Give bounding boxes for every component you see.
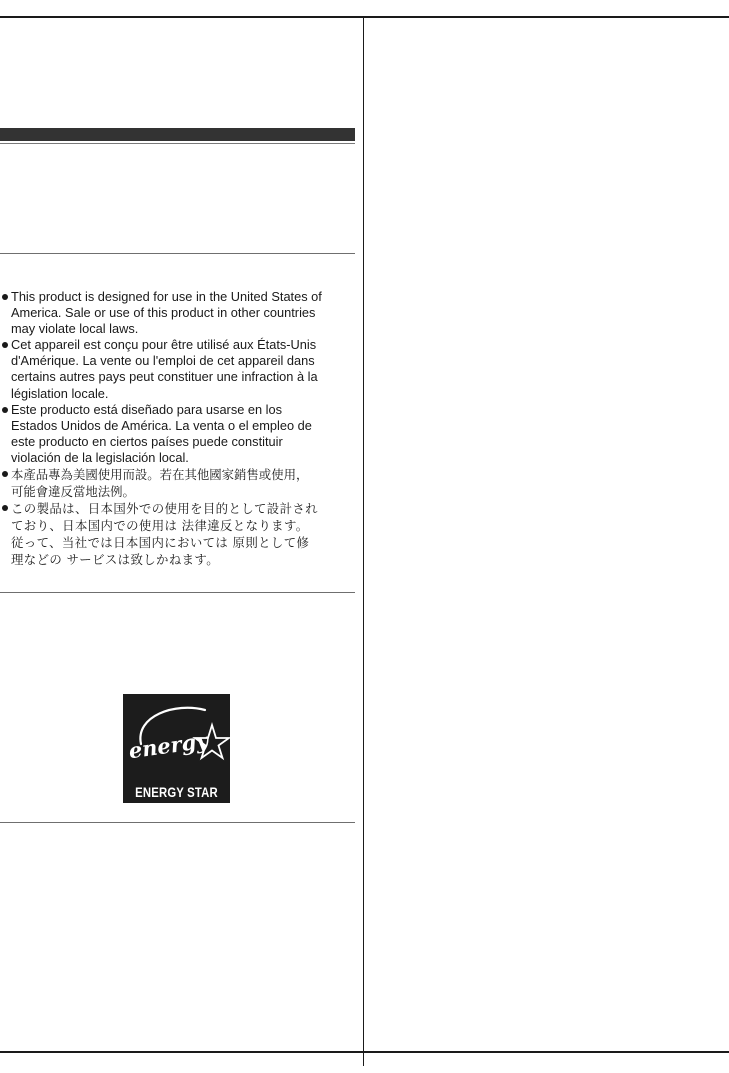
energy-star-label: ENERGY STAR — [135, 785, 218, 800]
top-page-rule — [0, 16, 729, 18]
notice-japanese — [2, 500, 354, 568]
notice-french-text: Cet appareil est conçu pour être utilisé aux États-Unis d'Amérique. La vente ou l'emploi de cet appareil dans certains autres pays peut constituer une infraction à la législation locale. — [11, 337, 318, 401]
bullet-icon — [2, 294, 8, 300]
section-divider-1 — [0, 253, 355, 254]
notice-spanish — [2, 402, 354, 466]
bullet-icon — [2, 471, 8, 477]
section-heading-underline — [0, 143, 355, 144]
section-divider-3 — [0, 822, 355, 823]
energy-star-artwork-icon — [123, 694, 230, 783]
notice-spanish-text: Este producto está diseñado para usarse en los Estados Unidos de América. La venta o el empleo de este producto en ciertos países puede constituir violación de la legislación local. — [11, 401, 312, 465]
notice-chinese — [2, 466, 354, 500]
notice-english — [2, 289, 354, 337]
energy-star-script-word: energy — [127, 727, 210, 764]
region-notice-list — [2, 289, 354, 568]
notice-english-text: This product is designed for use in the United States of America. Sale or use of this product in other countries may violate local laws. — [11, 289, 322, 337]
section-heading-bar — [0, 128, 355, 141]
bottom-page-rule — [0, 1051, 729, 1053]
bullet-icon — [2, 342, 8, 348]
bullet-icon — [2, 407, 8, 413]
notice-chinese-text: 本產品專為美國使用而設。若在其他國家銷售或使用， 可能會違反當地法例。 — [11, 467, 309, 500]
notice-japanese-text: この製品は、日本国外での使用を目的として設計され ており、日本国内での使用は 法律違反となります。 従って、当社では日本国内においては 原則として修 理などの サービスは致しかねます。 — [11, 501, 318, 568]
bullet-icon — [2, 505, 8, 511]
energy-star-logo-icon — [123, 694, 230, 803]
notice-french — [2, 337, 354, 401]
section-divider-2 — [0, 592, 355, 593]
column-divider — [363, 17, 364, 1066]
